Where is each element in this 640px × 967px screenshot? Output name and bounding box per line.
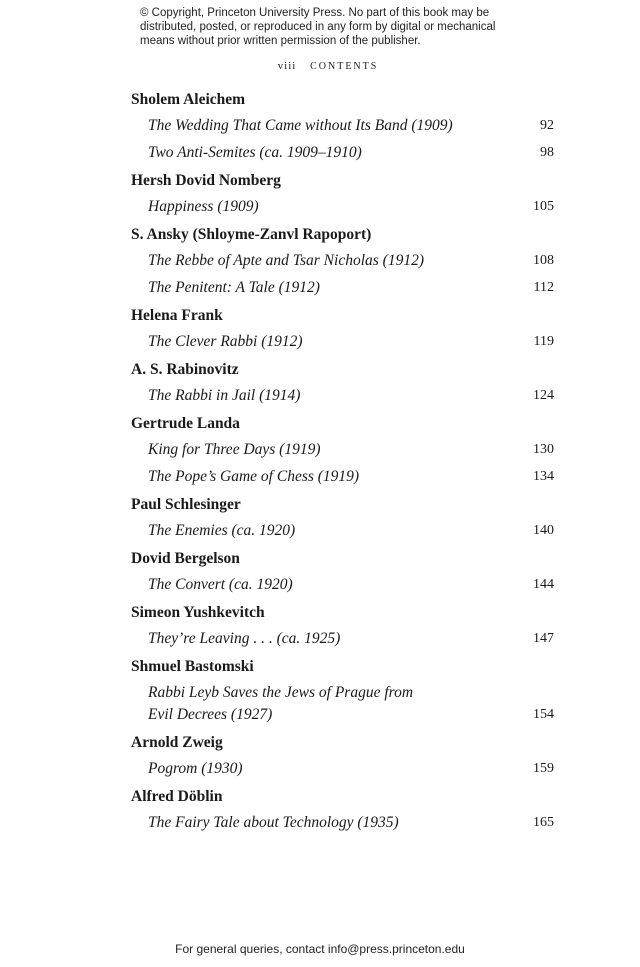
toc-page-number: 92 [540,118,554,133]
toc-author: Gertrude Landa [131,415,240,432]
toc-entry-title: The Fairy Tale about Technology (1935) [148,814,399,831]
toc-entry-title: The Clever Rabbi (1912) [148,333,303,350]
copyright-notice: © Copyright, Princeton University Press. No part of this book may be distributed, posted, or reproduced in any form by digital or mechanical means without prior written permission of the publisher. [140,7,496,47]
page-folio: viii [277,60,297,72]
toc-entry[interactable] [131,758,554,785]
toc-entry[interactable] [131,439,554,466]
toc-entry[interactable] [131,574,554,601]
toc-entry-title: The Rebbe of Apte and Tsar Nicholas (1912) [148,252,424,269]
running-head [0,60,640,72]
toc-author: A. S. Rabinovitz [131,361,239,378]
toc-entry[interactable] [131,466,554,493]
toc-page-number: 134 [533,469,554,484]
toc-entry[interactable] [131,250,554,277]
toc-entry-title: Evil Decrees (1927) [148,706,273,723]
toc-entry-title: The Convert (ca. 1920) [148,576,293,593]
toc-author: Shmuel Bastomski [131,658,254,675]
toc-entry[interactable] [131,812,554,839]
toc-author: Dovid Bergelson [131,550,240,567]
toc-author: Helena Frank [131,307,223,324]
toc-author: S. Ansky (Shloyme-Zanvl Rapoport) [131,226,372,243]
table-of-contents [131,88,554,839]
toc-page-number: 147 [533,631,554,646]
toc-entry-title: Two Anti-Semites (ca. 1909–1910) [148,144,362,161]
toc-author: Paul Schlesinger [131,496,241,513]
toc-entry[interactable] [131,385,554,412]
toc-author: Simeon Yushkevitch [131,604,265,621]
toc-page-number: 165 [533,815,554,830]
toc-entry[interactable] [131,520,554,547]
toc-entry-title: The Penitent: A Tale (1912) [148,279,320,296]
toc-page-number: 108 [533,253,554,268]
toc-entry-title: The Wedding That Came without Its Band (1909) [148,117,453,134]
toc-entry[interactable] [131,628,554,655]
toc-page-number: 105 [533,199,554,214]
toc-page-number: 154 [533,707,554,722]
toc-page-number: 98 [540,145,554,160]
toc-entry[interactable] [131,277,554,304]
toc-author: Alfred Döblin [131,788,223,805]
footer-contact: For general queries, contact info@press.princeton.edu [175,942,465,956]
toc-page-number: 159 [533,761,554,776]
toc-entry[interactable] [131,331,554,358]
toc-entry[interactable] [131,115,554,142]
section-title: CONTENTS [310,61,379,72]
toc-page-number: 130 [533,442,554,457]
toc-author: Arnold Zweig [131,734,223,751]
toc-entry-title: The Pope’s Game of Chess (1919) [148,468,360,485]
toc-page-number: 140 [533,523,554,538]
toc-page-number: 119 [533,334,554,349]
toc-author: Sholem Aleichem [131,91,246,108]
toc-author: Hersh Dovid Nomberg [131,172,281,189]
toc-page-number: 124 [533,388,554,403]
toc-page-number: 112 [533,280,554,295]
toc-entry-title: They’re Leaving . . . (ca. 1925) [148,630,341,647]
toc-page-number: 144 [533,577,554,592]
toc-entry-title: Pogrom (1930) [148,760,243,777]
toc-entry-title: King for Three Days (1919) [148,441,321,458]
toc-entry-title: The Enemies (ca. 1920) [148,522,296,539]
toc-entry[interactable] [131,142,554,169]
toc-entry[interactable] [131,196,554,223]
toc-entry[interactable] [131,682,554,731]
toc-entry-title: The Rabbi in Jail (1914) [148,387,301,404]
toc-entry-title: Rabbi Leyb Saves the Jews of Prague from [148,684,414,701]
toc-entry-title: Happiness (1909) [148,198,259,215]
